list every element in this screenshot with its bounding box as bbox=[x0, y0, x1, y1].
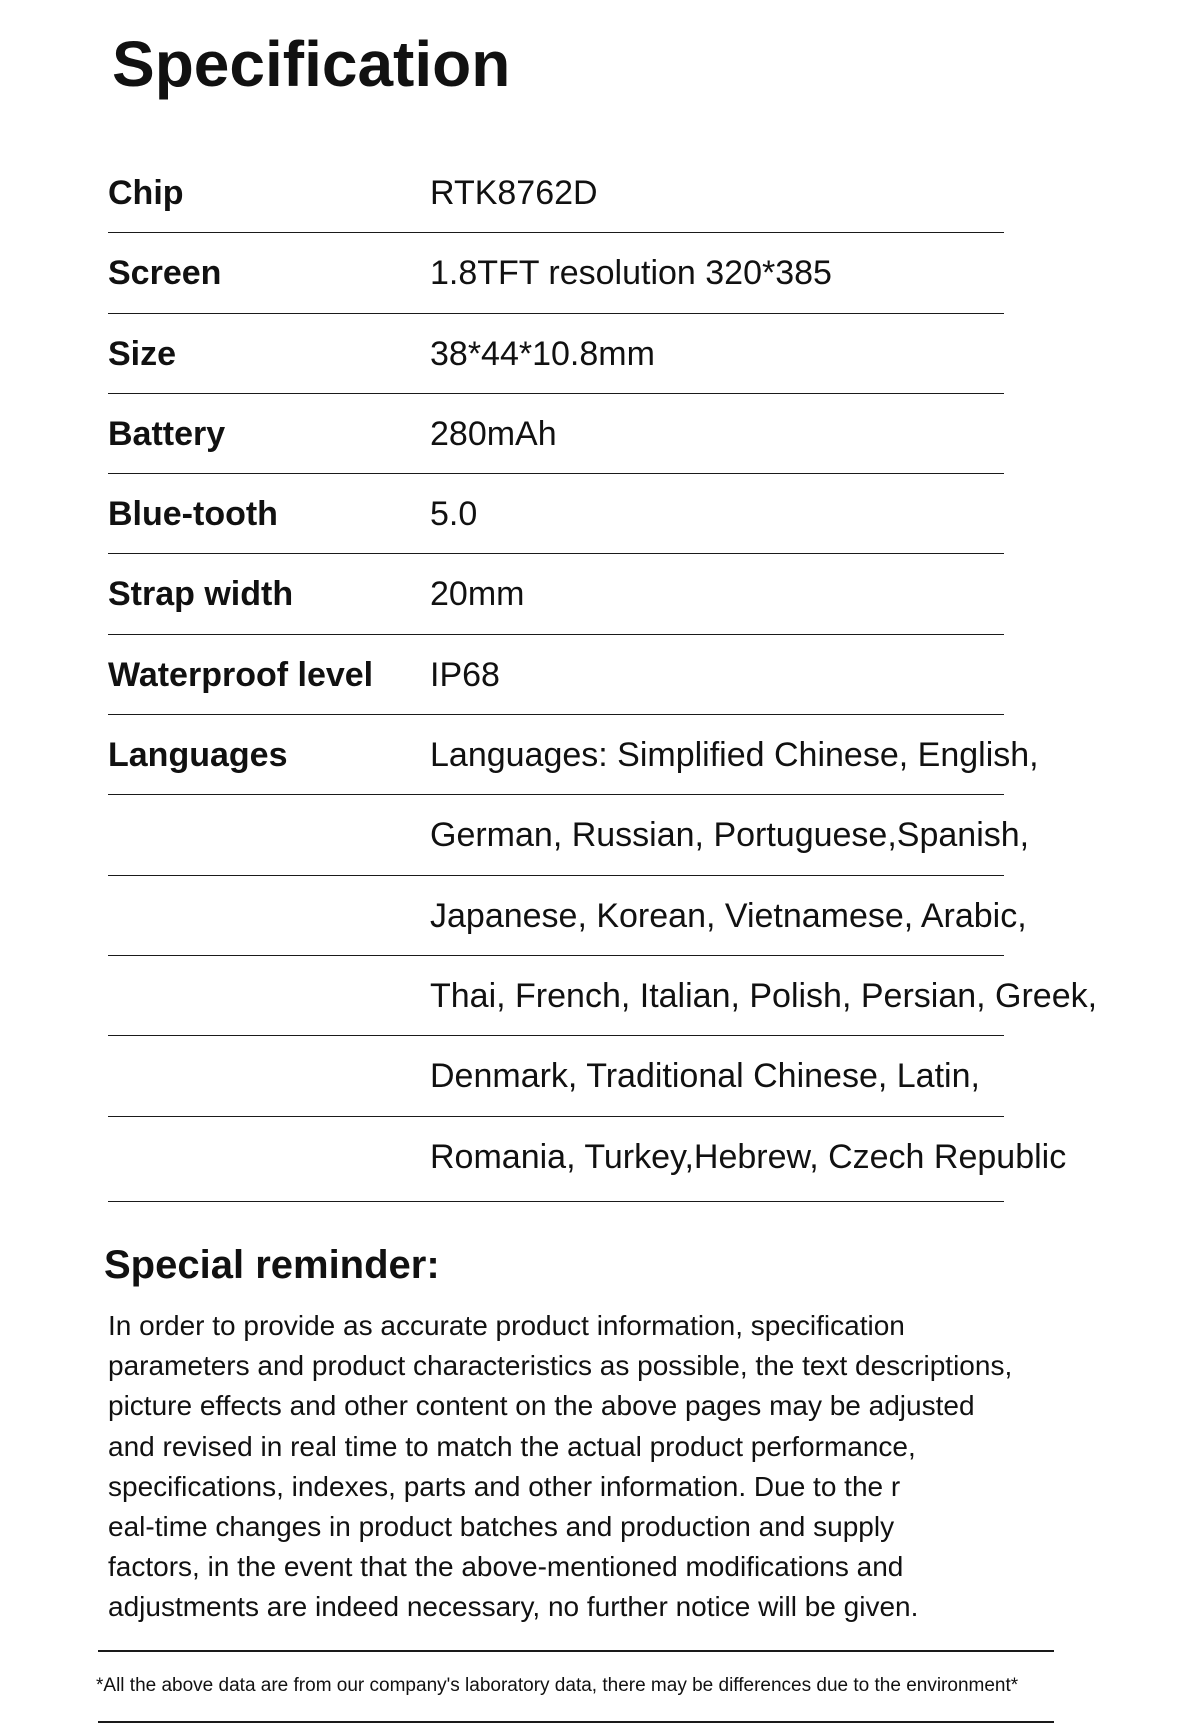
spec-value: 280mAh bbox=[430, 414, 557, 453]
spec-row-bluetooth bbox=[108, 474, 1188, 554]
spec-row-strap-width bbox=[108, 554, 1188, 634]
footnote-divider-top bbox=[98, 1650, 1054, 1652]
spec-value: RTK8762D bbox=[430, 174, 598, 212]
spec-row-languages-continued bbox=[108, 1117, 1188, 1197]
spec-row-languages-continued bbox=[108, 956, 1188, 1036]
spec-row-languages-continued bbox=[108, 1036, 1188, 1116]
spec-value: Thai, French, Italian, Polish, Persian, Greek, bbox=[430, 976, 1098, 1015]
spec-row-waterproof bbox=[108, 635, 1188, 715]
spec-label: Size bbox=[108, 334, 177, 373]
spec-value: 38*44*10.8mm bbox=[430, 334, 655, 373]
spec-label: Waterproof level bbox=[108, 655, 374, 694]
spec-label: Blue-tooth bbox=[108, 495, 278, 534]
spec-value: IP68 bbox=[430, 655, 500, 694]
spec-value: Japanese, Korean, Vietnamese, Arabic, bbox=[430, 896, 1027, 935]
spec-label: Strap width bbox=[108, 575, 294, 614]
spec-label: Chip bbox=[108, 174, 184, 212]
spec-value: 5.0 bbox=[430, 495, 478, 534]
reminder-heading: Special reminder: bbox=[104, 1243, 440, 1287]
footnote: *All the above data are from our company's laboratory data, there may be differences due to the environment* bbox=[96, 1675, 1019, 1696]
spec-row-battery bbox=[108, 394, 1188, 474]
spec-label: Battery bbox=[108, 414, 226, 453]
spec-label: Languages bbox=[108, 736, 288, 775]
spec-value: Romania, Turkey,Hebrew, Czech Republic bbox=[430, 1137, 1067, 1176]
spec-value: Languages: Simplified Chinese, English, bbox=[430, 736, 1039, 775]
spec-row-languages-continued bbox=[108, 795, 1188, 875]
spec-row-chip bbox=[108, 153, 1188, 233]
reminder-body: In order to provide as accurate product information, specification parameters and product characteristics as possible, the text descriptions, picture effects and other content on the above pages may be adjusted and revised in real time to match the actual product performance, specifications, indexes, parts and other information. Due to the r eal-time changes in product batches and production and supply factors, in the event that the above-mentioned modifications and adjustments are indeed necessary, no further notice will be given. bbox=[108, 1310, 1013, 1623]
spec-value: Denmark, Traditional Chinese, Latin, bbox=[430, 1057, 980, 1096]
footnote-divider-bottom bbox=[98, 1721, 1054, 1723]
spec-value: 20mm bbox=[430, 575, 525, 614]
spec-value: German, Russian, Portuguese,Spanish, bbox=[430, 816, 1030, 855]
spec-table bbox=[108, 153, 1188, 1197]
spec-row-size bbox=[108, 314, 1188, 394]
spec-label: Screen bbox=[108, 254, 222, 293]
spec-row-languages-continued bbox=[108, 876, 1188, 956]
page-title: Specification bbox=[112, 28, 511, 100]
spec-row-languages bbox=[108, 715, 1188, 795]
spec-row-screen bbox=[108, 233, 1188, 313]
spec-value: 1.8TFT resolution 320*385 bbox=[430, 254, 832, 293]
